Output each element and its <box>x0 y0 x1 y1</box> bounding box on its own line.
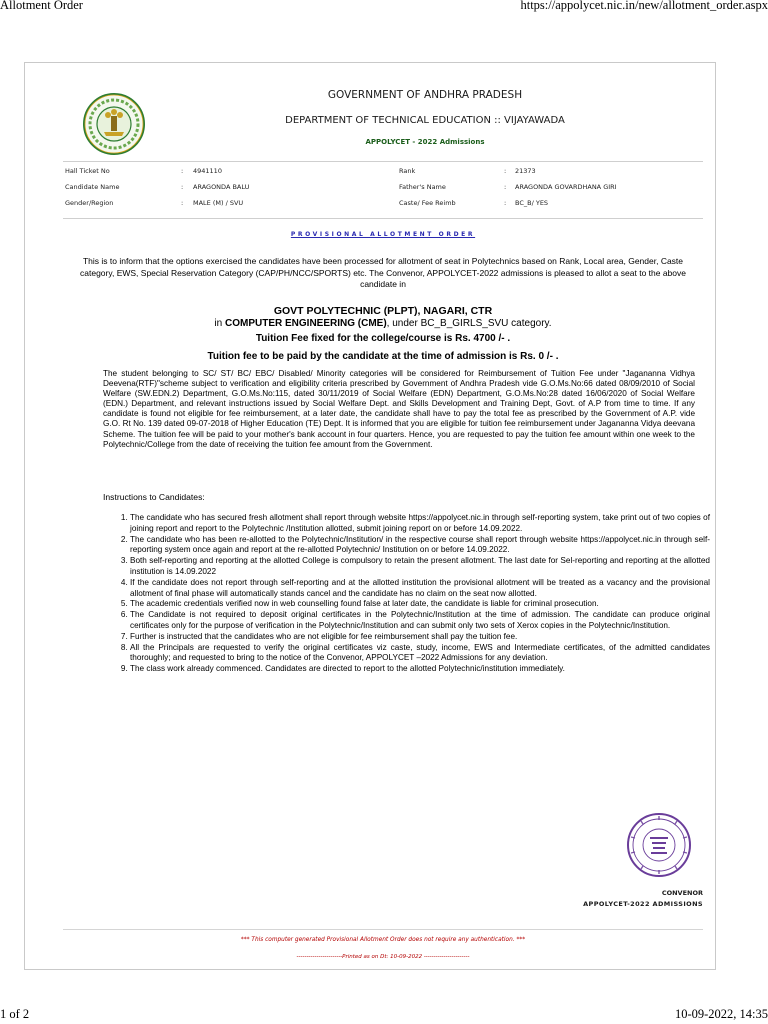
footer-divider <box>63 929 703 930</box>
instruction-item: 8. All the Principals are requested to verify the original certificates viz caste, study, income, EWS and Intermediate certificates, of the admitted candidates thoroughly; and requested to bring to the notice of the Convenor, APPOLYCET –2022 Admissions for any deviation. <box>130 643 710 665</box>
rank-value: 21373 <box>515 167 536 175</box>
separator: : <box>181 167 184 175</box>
allotment-intro-text: This is to inform that the options exercised the candidates have been processed for allotment of seat in Polytechnics based on Rank, Local area, Gender, Caste category, EWS, Special Reservation Category (CAP/PH/NCC/SPORTS) etc. The Convenor, APPOLYCET-2022 admissions is pleased to allot a seat to the above candidate in <box>80 256 686 289</box>
instruction-item: 9. The class work already commenced. Candidates are directed to report to the allotted Polytechnic/institution immediately. <box>130 664 710 675</box>
details-row <box>63 199 703 213</box>
separator: : <box>504 167 507 175</box>
details-row <box>63 167 703 181</box>
provisional-allotment-heading <box>63 231 703 238</box>
instructions-heading: Instructions to Candidates: <box>103 492 205 502</box>
instructions-list <box>116 513 710 675</box>
branch-prefix: in <box>214 318 223 329</box>
instruction-item: 5. The academic credentials verified now in web counselling found false at later date, the candidate is liable for criminal prosecution. <box>130 599 710 610</box>
print-url: https://appolycet.nic.in/new/allotment_order.aspx <box>520 0 768 12</box>
instruction-item: 2. The candidate who has been re-allotted to the Polytechnic/Institution/ in the respective course shall report through website https://appolycet.nic.in through self-reporting system once again and report at the re-allotted Polytechnic/ Institution on or before 14.09.2022. <box>130 535 710 557</box>
allotted-college: GOVT POLYTECHNIC (PLPT), NAGARI, CTR <box>273 305 493 317</box>
andhra-pradesh-emblem-icon <box>82 92 146 156</box>
tuition-fee-to-pay: Tuition fee to be paid by the candidate at the time of admission is Rs. 0 /- . <box>207 351 559 362</box>
instruction-item: 7. Further is instructed that the candidates who are not eligible for fee reimbursement shall pay the tuition fee. <box>130 632 710 643</box>
authentication-note: *** This computer generated Provisional Allotment Order does not require any authentication. *** <box>240 937 526 943</box>
hall-ticket-label: Hall Ticket No <box>65 167 110 175</box>
print-datetime: 10-09-2022, 14:35 <box>674 1007 768 1021</box>
separator: : <box>181 199 184 207</box>
tuition-fee-fixed: Tuition Fee fixed for the college/course is Rs. 4700 /- . <box>255 333 511 344</box>
separator: : <box>504 183 507 191</box>
caste-fee-value: BC_B/ YES <box>515 199 549 207</box>
provisional-allotment-title: PROVISIONAL ALLOTMENT ORDER <box>290 231 476 238</box>
print-page-title: Allotment Order <box>0 0 83 12</box>
candidate-details-table <box>63 161 703 219</box>
allotted-branch-line <box>69 318 697 329</box>
department-heading: DEPARTMENT OF TECHNICAL EDUCATION :: VIJAYAWADA <box>285 115 565 126</box>
allotment-order-sheet <box>24 62 716 970</box>
hall-ticket-value: 4941110 <box>193 167 222 175</box>
government-heading: GOVERNMENT OF ANDHRA PRADESH <box>327 89 523 101</box>
convenor-subtitle: APPOLYCET-2022 ADMISSIONS <box>583 900 703 908</box>
instruction-item: 1. The candidate who has secured fresh allotment shall report through website https://appolycet.nic.in through self-reporting system, take print out of two copies of joining report and report to the Polytechnic /Institution allotted, submit joining report on or before 14.09.2022. <box>130 513 710 535</box>
print-page-number: 1 of 2 <box>0 1007 30 1021</box>
convenor-title: CONVENOR <box>661 889 703 897</box>
details-row <box>63 183 703 197</box>
instruction-item: 4. If the candidate does not report through self-reporting and at the allotted institution the provisional allotment will be treated as a vacancy and the provisional allotment of final phase will automatically stands cancel and the candidate has no claim on the seat now allotted. <box>130 578 710 600</box>
instruction-item: 3. Both self-reporting and reporting at the allotted College is compulsory to retain the present allotment. The last date for Sel-reporting and reporting at the allotted institution is 14.09.2022 <box>130 556 710 578</box>
convenor-seal-icon <box>625 811 693 879</box>
father-name-value: ARAGONDA GOVARDHANA GIRI <box>515 183 617 191</box>
separator: : <box>181 183 184 191</box>
candidate-name-label: Candidate Name <box>65 183 120 191</box>
printed-date-note: -----------------------Printed as on Dt: 10-09-2022 ----------------------- <box>296 954 470 960</box>
candidate-name-value: ARAGONDA BALU <box>193 183 250 191</box>
gender-region-value: MALE (M) / SVU <box>193 199 244 207</box>
allotted-branch: COMPUTER ENGINEERING (CME) <box>225 318 387 329</box>
instruction-item: 6. The Candidate is not required to deposit original certificates in the Polytechnic/Institution at the time of admission. The candidate can produce original certificates only for the purpose of verification in the Polytechnic/Institution and can submit only two sets of Xerox copies in the Polytechnic/Institution. <box>130 610 710 632</box>
fee-reimbursement-paragraph: The student belonging to SC/ ST/ BC/ EBC/ Disabled/ Minority categories will be considered for Reimbursement of Tuition Fee under "Jagananna Vidhya Deevena(RTF)"scheme subject to verification and eligibility criteria prescribed by Government of Andhra Pradesh vide G.O.Ms.No:66 dated 08/09/2010 of Social Welfare (SW.EDN.2) Department, G.O.Ms.No:115, dated 30/11/2019 of Social Welfare (EDN) Department, G.O.Ms.No:28 dated 16/06/2020 of Social Welfare (EDN.) Department, and relevant instructions issued by Social Welfare Dept. and Skills Development and Training Dept, Govt. of A.P from time to time. If any candidate is found not eligible for fee reimbursement, at a later date, the candidate shall have to pay the total fee as prescribed by the Government of A.P. vide G.O. Rt No. 139 dated 09-07-2018 of Higher Education (TE) Dept. It is informed that you are eligible for tuition fee reimbursement under Jagananna Vidya deevana Scheme. The tuition fee will be paid to your mother's bank account in four quarters. Hence, you are requested to pay the tuition fee amount within one week to the Polytechnic/College from the date of receiving the tuition fee amount from the Government. <box>103 369 695 449</box>
gender-region-label: Gender/Region <box>65 199 114 207</box>
separator: : <box>504 199 507 207</box>
rank-label: Rank <box>399 167 416 175</box>
caste-fee-label: Caste/ Fee Reimb <box>399 199 456 207</box>
admissions-heading: APPOLYCET - 2022 Admissions <box>365 138 485 146</box>
father-name-label: Father's Name <box>399 183 446 191</box>
branch-category: , under BC_B_GIRLS_SVU category. <box>386 318 552 329</box>
